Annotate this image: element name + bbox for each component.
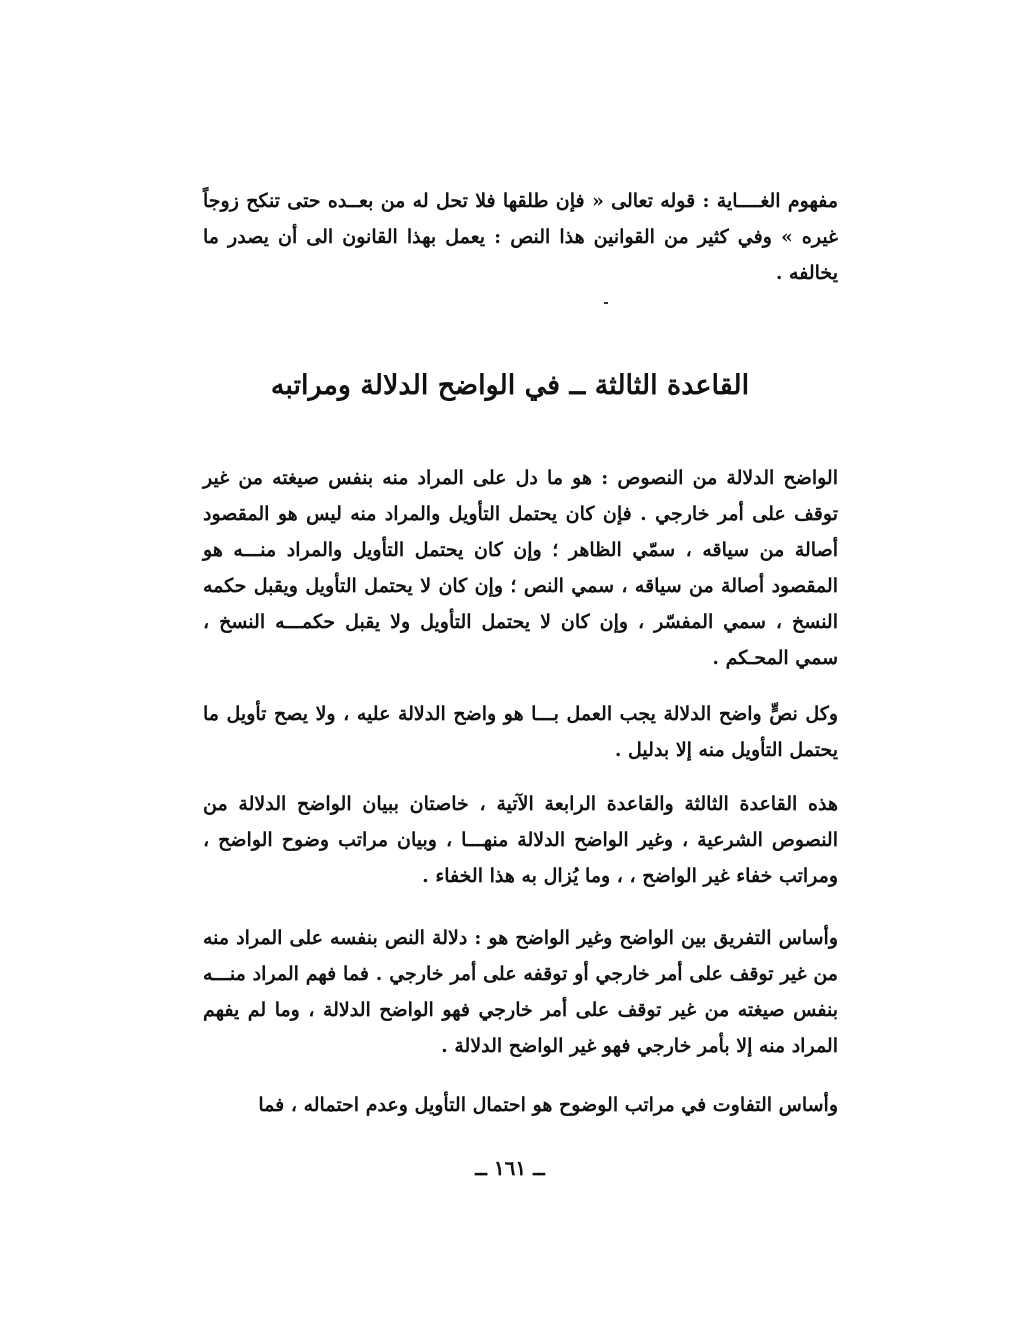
paragraph-basis-ranks: وأساس التفاوت في مراتب الوضوح هو احتمال التأويل وعدم احتماله ، فما <box>258 1094 838 1116</box>
section-heading: القاعدة الثالثة ــ في الواضح الدلالة ومراتبه <box>270 370 750 401</box>
page-number: ــ ١٦١ ــ <box>475 1156 545 1180</box>
paragraph-explanation: هذه القاعدة الثالثة والقاعدة الرابعة الآتية ، خاصتان ببيان الواضح الدلالة من النصوص الشرعية ، وغير الواضح الدلالة منهـــا ، وبيان مراتب وضوح الواضح ، ومراتب خفاء غير الواضح ، ، وما يُزال به هذا الخفاء . <box>203 793 838 887</box>
paragraph-rule: وكل نصٍّ واضح الدلالة يجب العمل بـــا هو واضح الدلالة عليه ، ولا يصح تأويل ما يحتمل التأويل منه إلا بدليل . <box>203 703 838 761</box>
paragraph-basis-distinction: وأساس التفريق بين الواضح وغير الواضح هو : دلالة النص بنفسه على المراد منه من غير توقف على أمر خارجي أو توقفه على أمر خارجي . فما فهم المراد منـــه بنفس صيغته من غير توقف على أمر خارجي فهو الواضح الدلالة ، وما لم يفهم المراد منه إلا بأمر خارجي فهو غير الواضح الدلالة . <box>203 927 838 1057</box>
scan-speck <box>604 302 608 304</box>
paragraph-intro-ghaya: مفهوم الغــــاية : قوله تعالى « فإن طلقها فلا تحل له من بعــده حتى تنكح زوجاً غيره » وفي كثير من القوانين هذا النص : يعمل بهذا القانون الى أن يصدر ما يخالفه . <box>203 190 838 284</box>
paragraph-definition: الواضح الدلالة من النصوص : هو ما دل على المراد منه بنفس صيغته من غير توقف على أمر خارجي . فإن كان يحتمل التأويل والمراد منه ليس هو المقصود أصالة من سياقه ، سمّي الظاهر ؛ وإن كان يحتمل التأويل والمراد منـــه هو المقصود أصالة من سياقه ، سمي النص ؛ وإن كان لا يحتمل التأويل ويقبل حكمه النسخ ، سمي المفسّر ، وإن كان لا يحتمل التأويل ولا يقبل حكمـــه النسخ ، سمي المحـكم . <box>203 467 838 669</box>
